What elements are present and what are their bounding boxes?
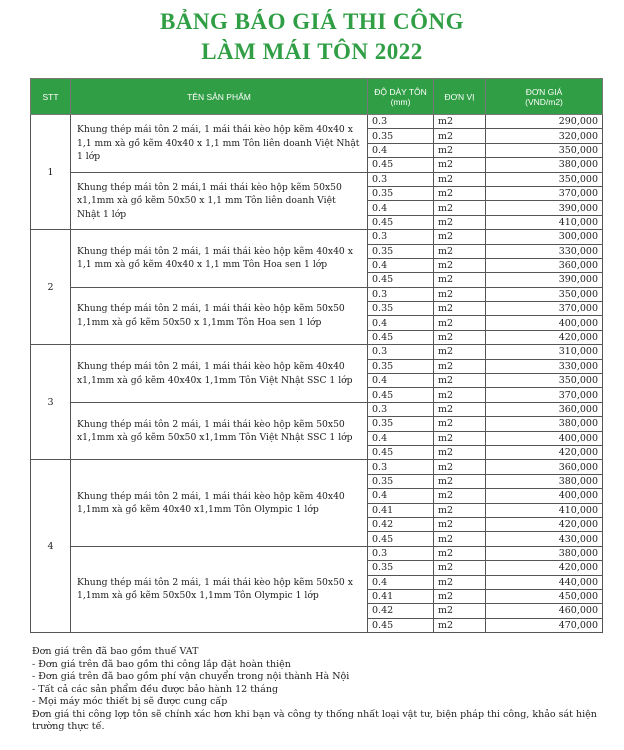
- unit-cell: m2: [434, 388, 486, 402]
- note-line: Đơn giá trên đã bao gồm thuế VAT: [32, 646, 199, 657]
- unit-cell: m2: [434, 258, 486, 272]
- stt-cell: 1: [31, 115, 71, 230]
- price-cell: 310,000: [486, 345, 603, 359]
- thickness-cell: 0.41: [368, 589, 434, 603]
- unit-cell: m2: [434, 460, 486, 474]
- price-cell: 400,000: [486, 489, 603, 503]
- unit-cell: m2: [434, 316, 486, 330]
- stt-cell: 2: [31, 230, 71, 345]
- header-product-name: TÊN SẢN PHẨM: [71, 79, 368, 115]
- unit-cell: m2: [434, 359, 486, 373]
- price-cell: 360,000: [486, 402, 603, 416]
- table-row: [31, 402, 603, 416]
- thickness-cell: 0.45: [368, 388, 434, 402]
- product-name-cell: Khung thép mái tôn 2 mái, 1 mái thái kèo hộp kẽm 50x50 x 1,1mm xà gồ kẽm 50x50x 1,1mm Tôn Olympic 1 lớp: [71, 546, 368, 632]
- thickness-cell: 0.3: [368, 345, 434, 359]
- thickness-cell: 0.4: [368, 374, 434, 388]
- product-name-cell: Khung thép mái tôn 2 mái, 1 mái thái kèo hộp kẽm 40x40 1,1mm xà gồ kẽm 40x40 x1,1mm Tôn Olympic 1 lớp: [71, 460, 368, 546]
- note-line: - Đơn giá trên đã bao gồm thi công lắp đặt hoàn thiện: [32, 658, 291, 670]
- thickness-cell: 0.4: [368, 258, 434, 272]
- price-cell: 380,000: [486, 158, 603, 172]
- price-cell: 400,000: [486, 431, 603, 445]
- price-cell: 410,000: [486, 215, 603, 229]
- thickness-cell: 0.4: [368, 143, 434, 157]
- unit-cell: m2: [434, 532, 486, 546]
- thickness-cell: 0.42: [368, 604, 434, 618]
- unit-cell: m2: [434, 474, 486, 488]
- price-cell: 470,000: [486, 618, 603, 632]
- unit-cell: m2: [434, 575, 486, 589]
- thickness-cell: 0.45: [368, 215, 434, 229]
- price-cell: 380,000: [486, 546, 603, 560]
- thickness-cell: 0.42: [368, 517, 434, 531]
- thickness-cell: 0.45: [368, 445, 434, 459]
- header-price-line1: ĐƠN GIÁ: [525, 86, 563, 97]
- price-cell: 450,000: [486, 589, 603, 603]
- thickness-cell: 0.45: [368, 618, 434, 632]
- product-name-cell: Khung thép mái tôn 2 mái, 1 mái thái kèo hộp kẽm 40x40 x1,1mm xà gồ kẽm 40x40x 1,1mm Tôn Việt Nhật SSC 1 lớp: [71, 345, 368, 403]
- unit-cell: m2: [434, 244, 486, 258]
- thickness-cell: 0.35: [368, 302, 434, 316]
- thickness-cell: 0.3: [368, 230, 434, 244]
- table-header-row: [31, 79, 603, 115]
- thickness-cell: 0.35: [368, 244, 434, 258]
- thickness-cell: 0.35: [368, 474, 434, 488]
- price-cell: 420,000: [486, 561, 603, 575]
- table-row: [31, 345, 603, 359]
- table-body: [31, 115, 603, 633]
- thickness-cell: 0.3: [368, 115, 434, 129]
- unit-cell: m2: [434, 158, 486, 172]
- unit-cell: m2: [434, 374, 486, 388]
- table-row: [31, 460, 603, 474]
- unit-cell: m2: [434, 517, 486, 531]
- note-line: Đơn giá thi công lợp tôn sẽ chính xác hơn khi bạn và công ty thống nhất loại vật tư, biện pháp thi công, khảo sát hiện trường thực tế.: [32, 708, 597, 732]
- note-line: - Tất cả các sản phẩm đều được bảo hành 12 tháng: [32, 683, 279, 695]
- price-cell: 360,000: [486, 258, 603, 272]
- price-cell: 440,000: [486, 575, 603, 589]
- unit-cell: m2: [434, 402, 486, 416]
- unit-cell: m2: [434, 546, 486, 560]
- thickness-cell: 0.4: [368, 489, 434, 503]
- unit-cell: m2: [434, 115, 486, 129]
- product-name-cell: Khung thép mái tôn 2 mái, 1 mái thái kèo hộp kẽm 40x40 x 1,1 mm xà gồ kẽm 40x40 x 1,1 mm Tôn liên doanh Việt Nhật 1 lớp: [71, 115, 368, 173]
- unit-cell: m2: [434, 215, 486, 229]
- unit-cell: m2: [434, 230, 486, 244]
- price-cell: 350,000: [486, 172, 603, 186]
- stt-cell: 3: [31, 345, 71, 460]
- price-cell: 330,000: [486, 359, 603, 373]
- price-cell: 370,000: [486, 302, 603, 316]
- unit-cell: m2: [434, 287, 486, 301]
- thickness-cell: 0.3: [368, 460, 434, 474]
- unit-cell: m2: [434, 273, 486, 287]
- unit-cell: m2: [434, 417, 486, 431]
- unit-cell: m2: [434, 489, 486, 503]
- thickness-cell: 0.35: [368, 561, 434, 575]
- header-stt: STT: [31, 79, 71, 115]
- thickness-cell: 0.35: [368, 186, 434, 200]
- table-row: [31, 115, 603, 129]
- price-cell: 420,000: [486, 330, 603, 344]
- product-name-cell: Khung thép mái tôn 2 mái,1 mái thái kèo hộp kẽm 50x50 x1,1mm xà gồ kẽm 50x50 x 1,1 mm Tôn liên doanh Việt Nhật 1 lớp: [71, 172, 368, 230]
- stt-cell: 4: [31, 460, 71, 633]
- unit-cell: m2: [434, 589, 486, 603]
- unit-cell: m2: [434, 129, 486, 143]
- price-cell: 390,000: [486, 273, 603, 287]
- price-cell: 380,000: [486, 417, 603, 431]
- price-cell: 410,000: [486, 503, 603, 517]
- price-cell: 350,000: [486, 287, 603, 301]
- thickness-cell: 0.35: [368, 417, 434, 431]
- price-cell: 370,000: [486, 388, 603, 402]
- price-cell: 420,000: [486, 445, 603, 459]
- unit-cell: m2: [434, 345, 486, 359]
- price-cell: 430,000: [486, 532, 603, 546]
- unit-cell: m2: [434, 201, 486, 215]
- unit-cell: m2: [434, 561, 486, 575]
- price-cell: 420,000: [486, 517, 603, 531]
- price-cell: 300,000: [486, 230, 603, 244]
- header-thickness: [368, 79, 434, 115]
- note-line: - Mọi máy móc thiết bị sẽ được cung cấp: [32, 696, 228, 707]
- price-cell: 390,000: [486, 201, 603, 215]
- price-cell: 400,000: [486, 316, 603, 330]
- note-line: - Đơn giá trên đã bao gồm phí vận chuyển trong nội thành Hà Nội: [32, 671, 350, 682]
- product-name-cell: Khung thép mái tôn 2 mái, 1 mái thái kèo hộp kẽm 40x40 x 1,1 mm xà gồ kẽm 40x40 x 1,1 mm Tôn Hoa sen 1 lớp: [71, 230, 368, 288]
- unit-cell: m2: [434, 302, 486, 316]
- price-cell: 370,000: [486, 186, 603, 200]
- thickness-cell: 0.35: [368, 129, 434, 143]
- price-cell: 350,000: [486, 143, 603, 157]
- unit-cell: m2: [434, 431, 486, 445]
- price-cell: 380,000: [486, 474, 603, 488]
- thickness-cell: 0.35: [368, 359, 434, 373]
- unit-cell: m2: [434, 503, 486, 517]
- notes-section: [32, 646, 612, 734]
- header-price: [486, 79, 603, 115]
- price-cell: 290,000: [486, 115, 603, 129]
- table-row: [31, 172, 603, 186]
- thickness-cell: 0.41: [368, 503, 434, 517]
- unit-cell: m2: [434, 186, 486, 200]
- thickness-cell: 0.45: [368, 158, 434, 172]
- price-cell: 360,000: [486, 460, 603, 474]
- header-thickness-line1: ĐỘ DÀY TÔN: [374, 86, 427, 97]
- thickness-cell: 0.4: [368, 431, 434, 445]
- unit-cell: m2: [434, 172, 486, 186]
- table-row: [31, 230, 603, 244]
- page-subtitle: LÀM MÁI TÔN 2022: [201, 39, 423, 64]
- thickness-cell: 0.45: [368, 330, 434, 344]
- thickness-cell: 0.3: [368, 546, 434, 560]
- price-cell: 320,000: [486, 129, 603, 143]
- thickness-cell: 0.4: [368, 201, 434, 215]
- thickness-cell: 0.3: [368, 172, 434, 186]
- thickness-cell: 0.4: [368, 575, 434, 589]
- thickness-cell: 0.4: [368, 316, 434, 330]
- price-cell: 330,000: [486, 244, 603, 258]
- thickness-cell: 0.3: [368, 287, 434, 301]
- unit-cell: m2: [434, 330, 486, 344]
- table-row: [31, 287, 603, 301]
- product-name-cell: Khung thép mái tôn 2 mái, 1 mái thái kèo hộp kẽm 50x50 1,1mm xà gồ kẽm 50x50 x 1,1mm Tôn Hoa sen 1 lớp: [71, 287, 368, 345]
- thickness-cell: 0.45: [368, 273, 434, 287]
- unit-cell: m2: [434, 618, 486, 632]
- price-cell: 460,000: [486, 604, 603, 618]
- price-cell: 350,000: [486, 374, 603, 388]
- header-price-line2: (VND/m2): [525, 96, 563, 107]
- price-table: [30, 78, 603, 633]
- unit-cell: m2: [434, 445, 486, 459]
- table-row: [31, 546, 603, 560]
- header-thickness-line2: (mm): [390, 96, 411, 107]
- thickness-cell: 0.45: [368, 532, 434, 546]
- thickness-cell: 0.3: [368, 402, 434, 416]
- product-name-cell: Khung thép mái tôn 2 mái, 1 mái thái kèo hộp kẽm 50x50 x1,1mm xà gồ kẽm 50x50 x1,1mm Tôn Việt Nhật SSC 1 lớp: [71, 402, 368, 460]
- unit-cell: m2: [434, 604, 486, 618]
- header-unit: ĐƠN VỊ: [434, 79, 486, 115]
- page-title: BẢNG BÁO GIÁ THI CÔNG: [159, 9, 464, 34]
- unit-cell: m2: [434, 143, 486, 157]
